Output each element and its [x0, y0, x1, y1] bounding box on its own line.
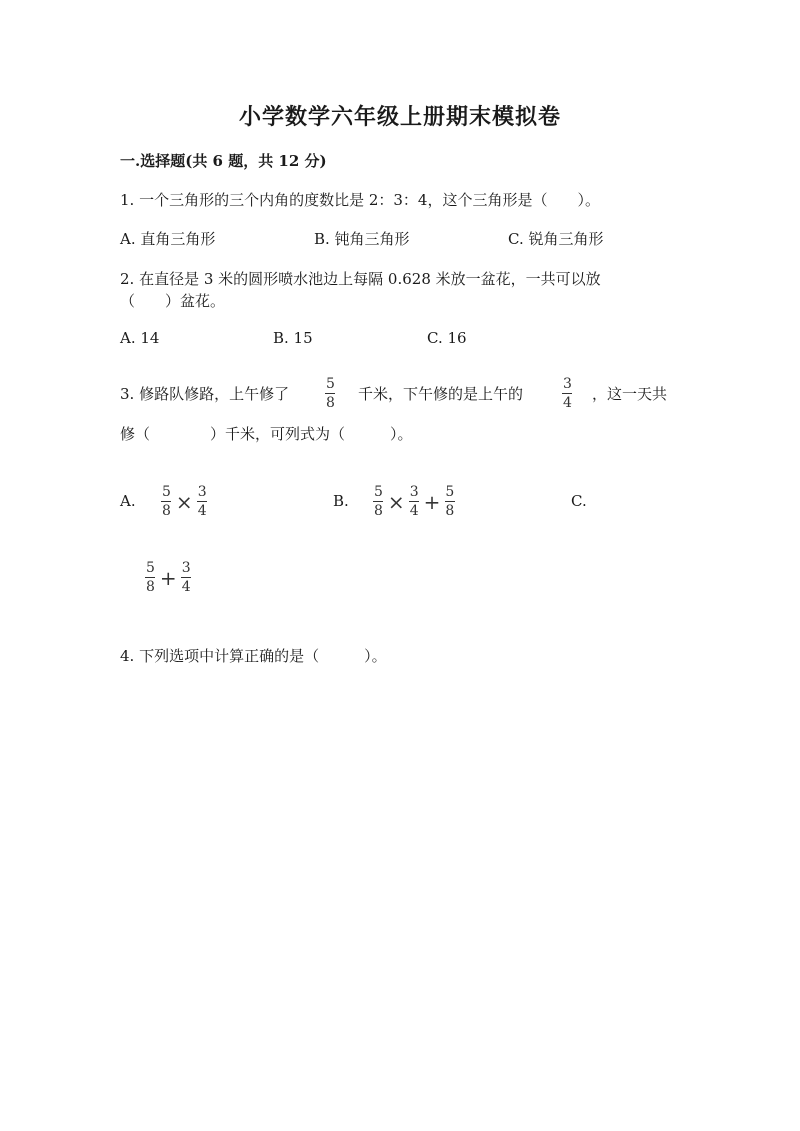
- question-2-option-c[interactable]: C. 16: [427, 329, 467, 347]
- question-1-option-c[interactable]: C. 锐角三角形: [508, 230, 604, 248]
- question-2-line-1: 2. 在直径是 3 米的圆形喷水池边上每隔 0.628 米放一盆花，一共可以放: [120, 270, 601, 288]
- fraction-denominator: 4: [197, 503, 207, 519]
- question-3-line-2: 修（ ）千米，可列式为（ ）。: [120, 425, 413, 443]
- fraction-denominator: 8: [326, 395, 335, 411]
- fraction-denominator: 8: [162, 503, 171, 519]
- fraction-denominator: 4: [563, 395, 572, 411]
- times-operator: ×: [175, 489, 193, 514]
- fraction-denominator: 4: [181, 579, 191, 595]
- page-title: 小学数学六年级上册期末模拟卷: [238, 104, 561, 130]
- question-3-option-c-expression[interactable]: [144, 561, 193, 594]
- fraction-numerator: 5: [146, 560, 155, 576]
- question-3-option-a-label[interactable]: A.: [120, 492, 136, 510]
- question-1-option-a[interactable]: A. 直角三角形: [120, 230, 216, 248]
- question-3-fraction-afternoon: [561, 377, 574, 410]
- question-3-option-b-label[interactable]: B.: [333, 492, 349, 510]
- section-heading: 一.选择题(共 6 题，共 12 分): [120, 152, 327, 170]
- question-3-text-part-1: 3. 修路队修路，上午修了: [120, 385, 290, 403]
- question-2-option-b[interactable]: B. 15: [273, 329, 313, 347]
- question-4-text: 4. 下列选项中计算正确的是（ ）。: [120, 647, 387, 665]
- plus-operator: +: [159, 565, 177, 590]
- question-1-option-b[interactable]: B. 钝角三角形: [314, 230, 410, 248]
- question-3-fraction-morning: [324, 377, 337, 410]
- fraction-numerator: 5: [162, 484, 171, 500]
- fraction: [196, 485, 209, 518]
- fraction-numerator: 5: [374, 484, 383, 500]
- question-2-option-a[interactable]: A. 14: [120, 329, 160, 347]
- question-3-option-b-expression[interactable]: [372, 485, 456, 518]
- question-3-text-part-3: ，这一天共: [592, 385, 668, 403]
- fraction-denominator: 8: [445, 503, 455, 519]
- fraction-denominator: 4: [409, 503, 419, 519]
- fraction: [160, 485, 173, 518]
- fraction-numerator: 3: [197, 484, 207, 500]
- times-operator: ×: [387, 489, 405, 514]
- fraction-numerator: 5: [326, 376, 335, 392]
- fraction: [144, 561, 157, 594]
- plus-operator: +: [423, 489, 441, 514]
- question-2-line-2: （ ）盆花。: [120, 292, 226, 310]
- fraction-numerator: 3: [409, 484, 419, 500]
- fraction: [180, 561, 193, 594]
- fraction: [443, 485, 456, 518]
- question-1-text: 1. 一个三角形的三个内角的度数比是 2：3：4，这个三角形是（ ）。: [120, 191, 600, 209]
- question-3-option-c-label[interactable]: C.: [571, 492, 587, 510]
- fraction-denominator: 8: [374, 503, 383, 519]
- fraction-numerator: 5: [445, 484, 455, 500]
- fraction: [372, 485, 385, 518]
- question-3-text-part-2: 千米，下午修的是上午的: [358, 385, 524, 403]
- fraction-numerator: 3: [181, 560, 191, 576]
- question-3-option-a-expression[interactable]: [160, 485, 209, 518]
- fraction: [408, 485, 421, 518]
- fraction-denominator: 8: [146, 579, 155, 595]
- fraction-numerator: 3: [563, 376, 572, 392]
